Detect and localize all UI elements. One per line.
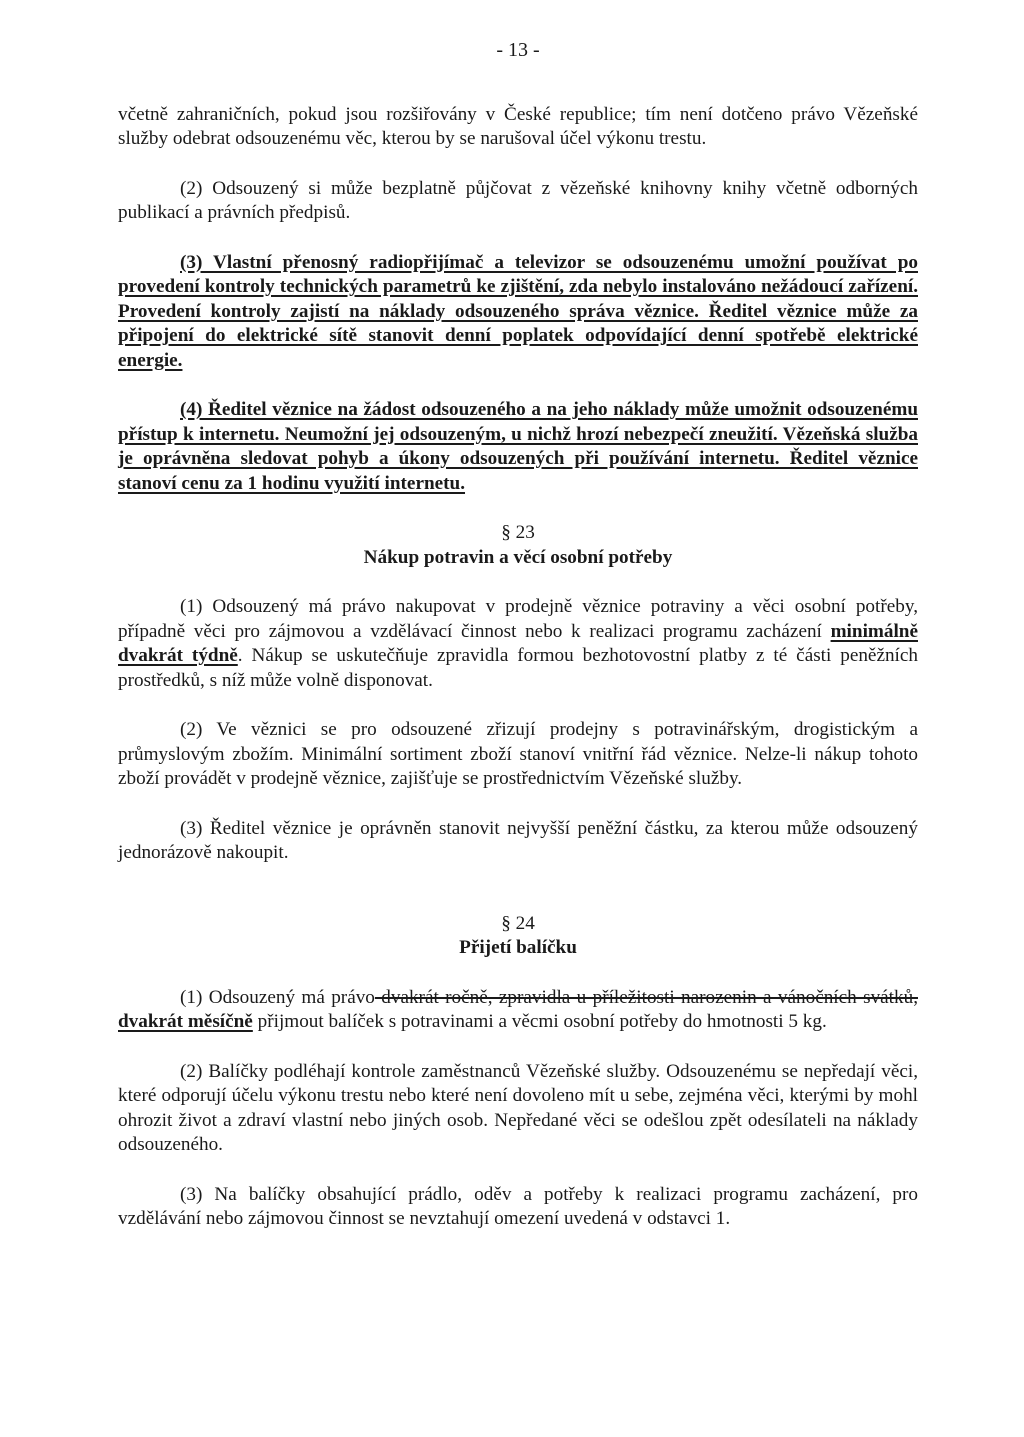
paragraph-23-1-added-text: minimálně dvakrát týdně xyxy=(118,620,918,666)
paragraph-23-1 xyxy=(118,595,918,693)
document-page xyxy=(118,38,918,1257)
section-23-heading xyxy=(118,521,918,570)
paragraph-24-1 xyxy=(118,986,918,1035)
paragraph-22-4-added: (4) Ředitel věznice na žádost odsouzeného a na jeho náklady může umožnit odsouzenému přístup k internetu. Neumožní jej odsouzeným, u nichž hrozí nebezpečí zneužití. Vězeňská služba je oprávněna sledovat pohyb a úkony odsouzených při používání internetu. Ředitel věznice stanoví cenu za 1 hodinu využití internetu. xyxy=(118,399,918,494)
page-number: - 13 - xyxy=(496,39,540,61)
section-23-number: § 23 xyxy=(501,522,535,543)
paragraph-24-1-added-text: dvakrát měsíčně xyxy=(118,1011,253,1032)
section-24-heading xyxy=(118,912,918,961)
paragraph-24-1-text-after: přijmout balíček s potravinami a věcmi osobní potřeby do hmotnosti 5 kg. xyxy=(252,1011,827,1032)
section-24-number: § 24 xyxy=(501,912,535,934)
section-24-title: Přijetí balíčku xyxy=(459,937,577,958)
paragraph-23-2: (2) Ve věznici se pro odsouzené zřizují prodejny s potravinářským, drogistickým a průmyslovým zbožím. Minimální sortiment zboží stanoví vnitřní řád věznice. Nelze-li nákup tohoto zboží provádět v prodejně věznice, zajišťuje se prostřednictvím Vězeňské služby. xyxy=(118,719,918,789)
paragraph-22-1-continuation: včetně zahraničních, pokud jsou rozšiřovány v České republice; tím není dotčeno právo Vězeňské služby odebrat odsouzenému věc, kterou by se narušoval účel výkonu trestu. xyxy=(118,103,918,149)
paragraph-23-1-text-after: . Nákup se uskutečňuje zpravidla formou bezhotovostní platby z té části peněžních prostředků, s níž může volně disponovat. xyxy=(118,645,919,691)
paragraph-23-1-text-before: (1) Odsouzený má právo nakupovat v prodejně věznice potraviny a věci osobní potřeby, případně věci pro zájmovou a vzdělávací činnost nebo k realizaci programu zacházení xyxy=(118,596,918,642)
paragraph-24-2: (2) Balíčky podléhají kontrole zaměstnanců Vězeňské služby. Odsouzenému se nepředají věci, které odporují účelu výkonu trestu nebo které není dovoleno mít u sebe, zejména věci, kterými by mohl ohrozit život a zdraví vlastní nebo jiných osob. Nepředané věci se odešlou zpět odesílateli na náklady odsouzeného. xyxy=(118,1060,918,1155)
paragraph-22-2: (2) Odsouzený si může bezplatně půjčovat z vězeňské knihovny knihy včetně odborných publikací a právních předpisů. xyxy=(118,177,918,223)
paragraph-23-3: (3) Ředitel věznice je oprávněn stanovit nejvyšší peněžní částku, za kterou může odsouzený jednorázově nakoupit. xyxy=(118,817,918,863)
section-23-title: Nákup potravin a věcí osobní potřeby xyxy=(363,546,673,568)
paragraph-24-3: (3) Na balíčky obsahující prádlo, oděv a potřeby k realizaci programu zacházení, pro vzdělávání nebo zájmovou činnost se nevztahují omezení uvedená v odstavci 1. xyxy=(118,1183,918,1229)
paragraph-22-3-added: (3) Vlastní přenosný radiopřijímač a televizor se odsouzenému umožní používat po provedení kontroly technických parametrů ke zjištění, zda nebylo instalováno nežádoucí zařízení. Provedení kontroly zajistí na náklady odsouzeného správa věznice. Ředitel věznice může za připojení do elektrické sítě stanovit denní poplatek odpovídající denní spotřebě elektrické energie. xyxy=(118,251,918,371)
paragraph-24-1-text-before: (1) Odsouzený má právo xyxy=(180,986,375,1008)
paragraph-24-1-deleted-text: dvakrát ročně, zpravidla u příležitosti narozenin a vánočních svátků, xyxy=(374,986,918,1008)
